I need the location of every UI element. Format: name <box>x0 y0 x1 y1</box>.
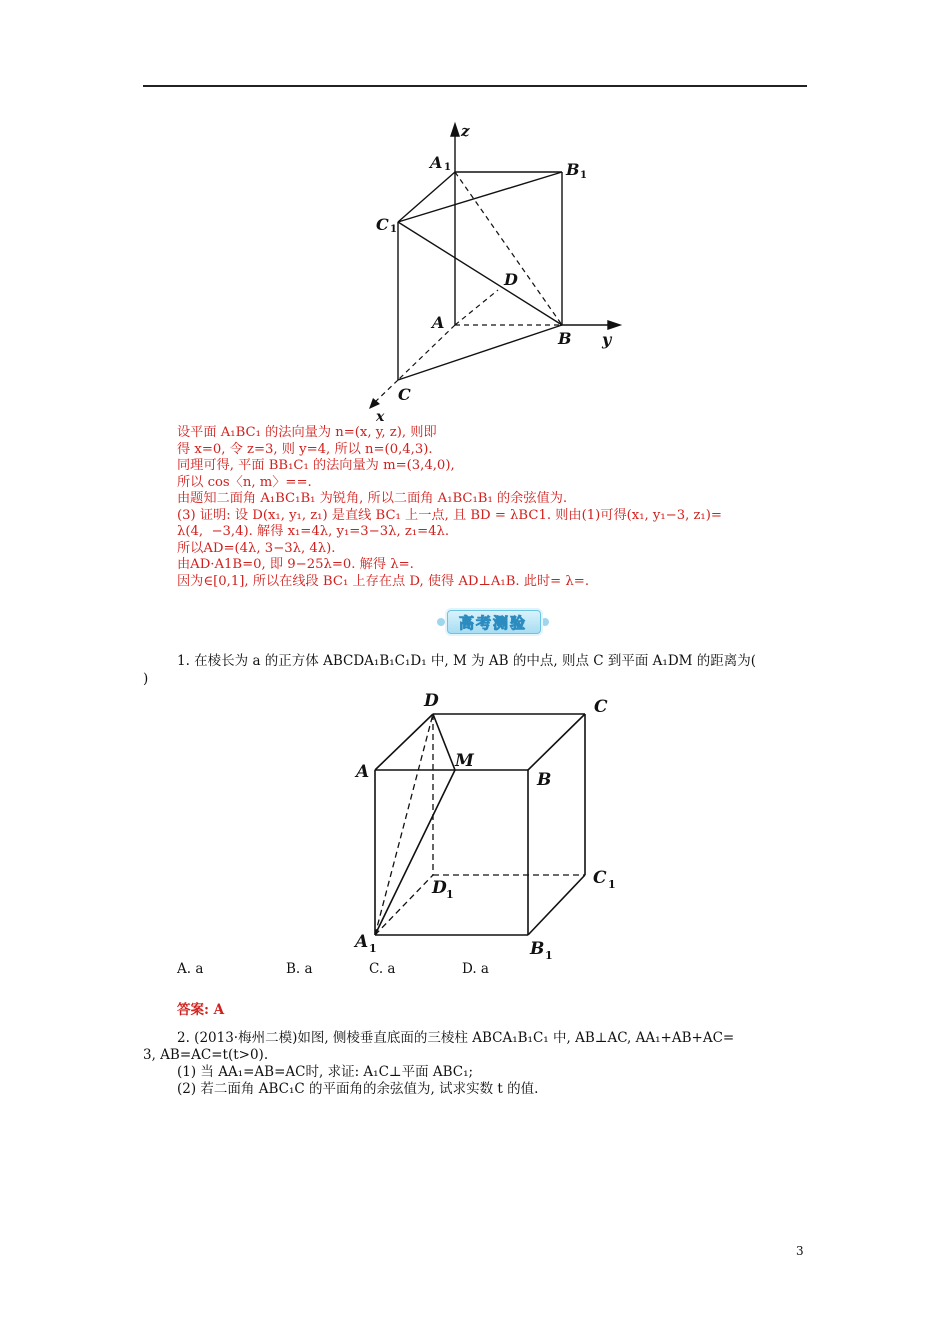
label-C: C <box>398 385 411 404</box>
label-C1: C <box>376 215 389 234</box>
solution-line-7: λ(4, −3,4). 解得 x₁=4λ, y₁=3−3λ, z₁=4λ. <box>177 524 450 539</box>
label-A: A <box>432 313 445 332</box>
cube-label-C1: C <box>593 868 607 888</box>
axis-x-label: x <box>376 409 385 425</box>
cube-label-A: A <box>356 762 370 782</box>
label-B1-sub: 1 <box>580 170 587 181</box>
label-A1-sub: 1 <box>444 162 451 173</box>
cube-label-C: C <box>594 697 608 717</box>
cube-label-B: B <box>537 770 552 790</box>
axis-z-label: z <box>461 122 470 140</box>
option-d: D. a <box>462 961 489 977</box>
q2-line-3: (1) 当 AA₁=AB=AC时, 求证: A₁C⊥平面 ABC₁; <box>177 1064 474 1080</box>
solution-line-10: 因为∈[0,1], 所以在线段 BC₁ 上存在点 D, 使得 AD⊥A₁B. 此时= λ=. <box>177 574 590 589</box>
label-B: B <box>558 329 572 348</box>
solution-line-9: 由AD·A1B=0, 即 9−25λ=0. 解得 λ=. <box>177 557 414 572</box>
solution-line-6: (3) 证明: 设 D(x₁, y₁, z₁) 是直线 BC₁ 上一点, 且 BD = λBC1. 则由(1)可得(x₁, y₁−3, z₁)= <box>177 508 722 523</box>
q1-line-2: ) <box>143 671 149 687</box>
cube-label-A1-sub: 1 <box>369 942 377 955</box>
cube-label-M: M <box>455 751 474 771</box>
option-c: C. a <box>369 961 396 977</box>
figure-prism-coordinate <box>360 118 630 428</box>
option-b: B. a <box>286 961 313 977</box>
q1-line-1: 1. 在棱长为 a 的正方体 ABCDA₁B₁C₁D₁ 中, M 为 AB 的中点, 则点 C 到平面 A₁DM 的距离为( <box>177 653 757 669</box>
solution-line-5: 由题知二面角 A₁BC₁B₁ 为锐角, 所以二面角 A₁BC₁B₁ 的余弦值为. <box>177 491 568 506</box>
cube-label-A1: A <box>355 932 369 952</box>
cube-label-D1-sub: 1 <box>446 888 454 901</box>
section-banner <box>437 608 549 636</box>
q2-line-1: 2. (2013·梅州二模)如图, 侧棱垂直底面的三棱柱 ABCA₁B₁C₁ 中, AB⊥AC, AA₁+AB+AC= <box>177 1030 735 1046</box>
solution-line-8: 所以AD=(4λ, 3−3λ, 4λ). <box>177 541 336 556</box>
banner-title: 高考测验 <box>458 614 527 632</box>
solution-line-2: 得 x=0, 令 z=3, 则 y=4, 所以 n=(0,4,3). <box>177 442 433 457</box>
solution-line-4: 所以 cos〈n, m〉==. <box>177 475 312 490</box>
q2-line-4: (2) 若二面角 ABC₁C 的平面角的余弦值为, 试求实数 t 的值. <box>177 1081 539 1097</box>
page-number: 3 <box>796 1244 804 1258</box>
answer: 答案: A <box>177 1002 225 1018</box>
solution-line-1: 设平面 A₁BC₁ 的法向量为 n=(x, y, z), 则即 <box>177 425 437 440</box>
option-a: A. a <box>177 961 204 977</box>
header-rule <box>143 85 807 87</box>
axis-y-label: y <box>602 330 612 349</box>
cube-label-D: D <box>424 691 439 711</box>
cube-label-C1-sub: 1 <box>608 878 616 891</box>
label-A1: A <box>430 153 443 172</box>
q2-line-2: 3, AB=AC=t(t>0). <box>143 1047 269 1063</box>
label-C1-sub: 1 <box>390 224 397 235</box>
label-B1: B <box>566 160 580 179</box>
cube-label-D1: D <box>432 878 447 898</box>
label-D: D <box>504 270 518 289</box>
cube-label-B1: B <box>530 939 545 959</box>
figure-cube <box>350 685 630 965</box>
cube-label-B1-sub: 1 <box>545 949 553 962</box>
solution-line-3: 同理可得, 平面 BB₁C₁ 的法向量为 m=(3,4,0), <box>177 458 455 473</box>
